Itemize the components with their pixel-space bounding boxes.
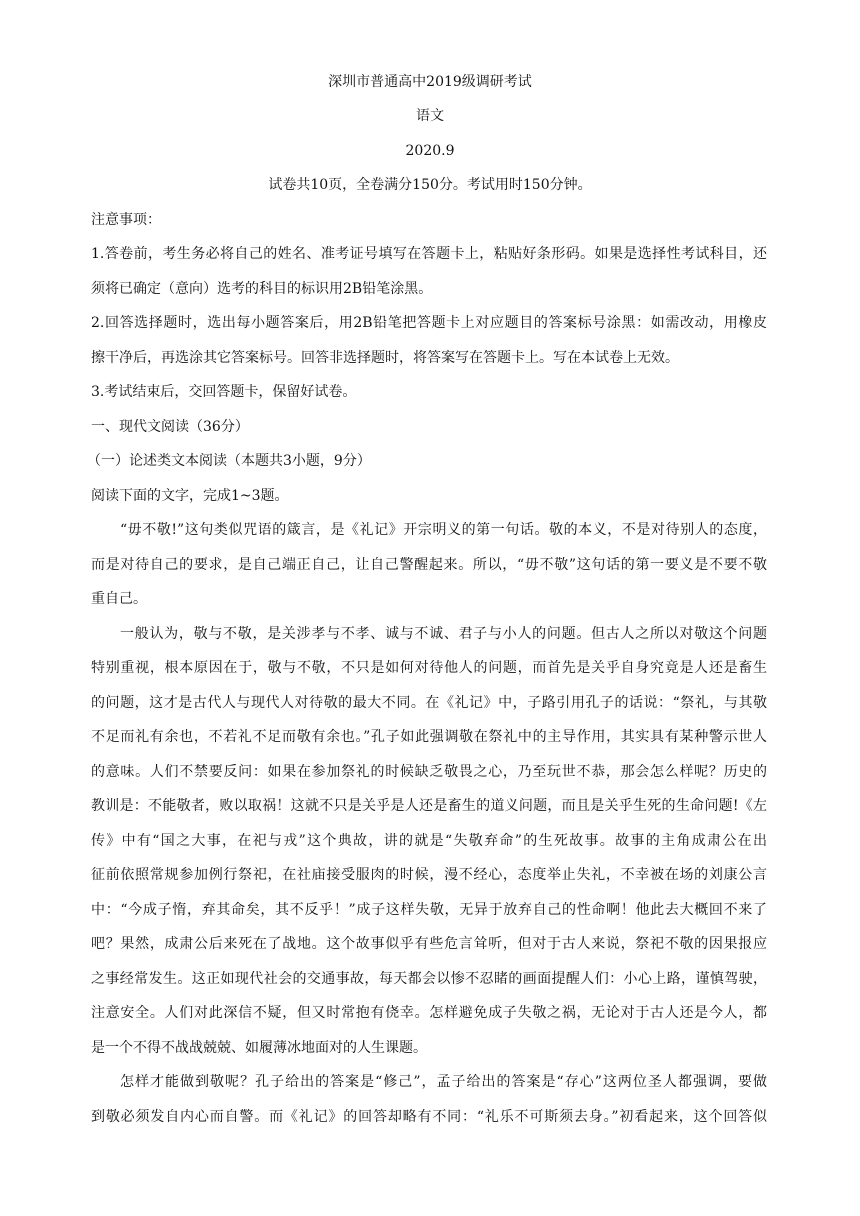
passage-line: 注意安全。人们对此深信不疑，但又时常抱有侥幸。怎样避免成子失敬之祸，无论对于古人还是今人，都 [91, 1005, 767, 1021]
passage-line: 吧？果然，成肃公后来死在了战地。这个故事似乎有些危言耸听，但对于古人来说，祭祀不敬的因果报应 [91, 936, 767, 952]
section-title: 一、现代文阅读（36分） [91, 419, 249, 435]
exam-info: 试卷共10页，全卷满分150分。考试用时150分钟。 [268, 177, 592, 193]
passage-line: 怎样才能做到敬呢？孔子给出的答案是“修己”，孟子给出的答案是“存心”这两位圣人都强调，要做 [120, 1074, 767, 1090]
reading-instruction: 阅读下面的文字，完成1~3题。 [91, 488, 289, 504]
passage-line: 不足而礼有余也，不若礼不足而敬有余也。”孔子如此强调敬在祭礼中的主导作用，其实具有某种警示世人 [91, 729, 767, 745]
passage-line: 的意味。人们不禁要反问：如果在参加祭礼的时候缺乏敬畏之心，乃至玩世不恭，那会怎么样呢？历史的 [91, 764, 767, 780]
notes-heading: 注意事项： [91, 212, 161, 228]
passage-line: 传》中有“国之大事，在祀与戎”这个典故，讲的就是“失敬弃命”的生死故事。故事的主角成肃公在出 [91, 833, 767, 849]
note-line: 擦干净后，再选涂其它答案标号。回答非选择题时，将答案写在答题卡上。写在本试卷上无效。 [91, 350, 679, 366]
note-line: 3.考试结束后，交回答题卡，保留好试卷。 [91, 384, 357, 400]
note-line: 须将已确定（意向）选考的科目的标识用2B铅笔涂黑。 [91, 281, 433, 297]
exam-date: 2020.9 [405, 143, 455, 159]
passage-line: 是一个不得不战战兢兢、如履薄冰地面对的人生课题。 [91, 1040, 427, 1056]
passage-line: 征前依照常规参加例行祭祀，在社庙接受服肉的时候，漫不经心，态度举止失礼，不幸被在场的刘康公言 [91, 867, 767, 883]
passage-line: 重自己。 [91, 591, 147, 607]
passage-line: 之事经常发生。这正如现代社会的交通事故，每天都会以惨不忍睹的画面提醒人们：小心上路，谨慎驾驶， [91, 971, 767, 987]
note-line: 1.答卷前，考生务必将自己的姓名、准考证号填写在答题卡上，粘贴好条形码。如果是选择性考试科目，还 [91, 246, 767, 262]
section-subtitle: （一）论述类文本阅读（本题共3小题，9分） [87, 453, 371, 469]
subject-title: 语文 [416, 108, 444, 124]
passage-line: 的问题，这才是古代人与现代人对待敬的最大不同。在《礼记》中，子路引用孔子的话说：“祭礼，与其敬 [91, 695, 767, 711]
passage-line: 特别重视，根本原因在于，敬与不敬，不只是如何对待他人的问题，而首先是关乎自身究竟是人还是畜生 [91, 660, 767, 676]
passage-line: 中：“今成子惰，弃其命矣，其不反乎！”成子这样失敬，无异于放弃自己的性命啊！他此去大概回不来了 [91, 902, 767, 918]
note-line: 2.回答选择题时，选出每小题答案后，用2B铅笔把答题卡上对应题目的答案标号涂黑：如需改动，用橡皮 [91, 315, 767, 331]
passage-line: 而是对待自己的要求，是自己端正自己，让自己警醒起来。所以，“毋不敬”这句话的第一要义是不要不敬 [91, 557, 767, 573]
passage-line: “毋不敬!”这句类似咒语的箴言，是《礼记》开宗明义的第一句话。敬的本义，不是对待别人的态度， [120, 522, 767, 538]
passage-line: 教训是：不能敬者，败以取祸！这就不只是关乎是人还是畜生的道义问题，而且是关乎生死的生命问题!《左 [91, 798, 767, 814]
passage-line: 一般认为，敬与不敬，是关涉孝与不孝、诚与不诚、君子与小人的问题。但古人之所以对敬这个问题 [120, 626, 767, 642]
exam-title: 深圳市普通高中2019级调研考试 [328, 74, 532, 90]
passage-line: 到敬必须发自内心而自警。而《礼记》的回答却略有不同：“礼乐不可斯须去身。”初看起来，这个回答似 [91, 1109, 767, 1125]
